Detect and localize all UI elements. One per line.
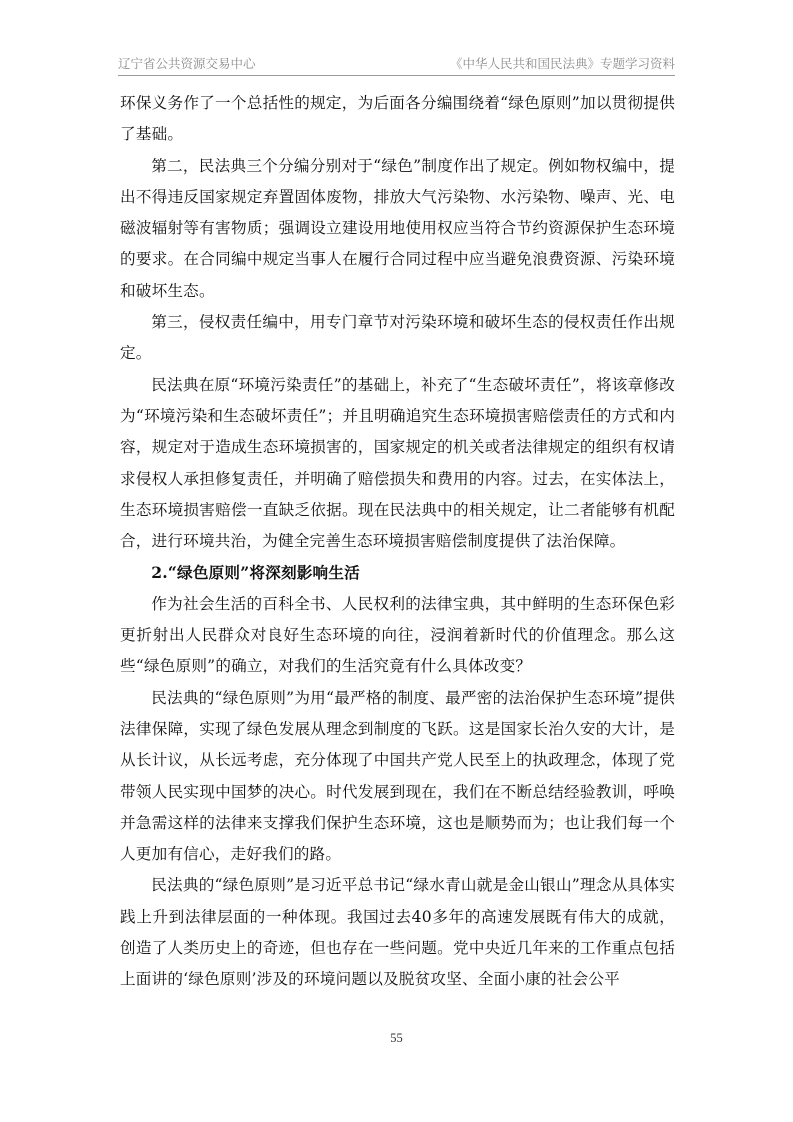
paragraph: 第三，侵权责任编中，用专门章节对污染环境和破坏生态的侵权责任作出规定。 [120, 313, 675, 363]
paragraph: 民法典的“绿色原则”为用“最严格的制度、最严密的法治保护生态环境”提供法律保障，实现了绿色发展从理念到制度的飞跃。这是国家长治久安的大计，是从长计议，从长远考虑，充分体现了中国共产党人民至上的执政理念，体现了党带领人民实现中国梦的决心。时代发展到现在，我们在不断总结经验教训，呼唤并急需这样的法律来支撑我们保护生态环境，这也是顺势而为；也让我们每一个人更加有信心，走好我们的路。 [120, 688, 675, 864]
section-subheading: 2.“绿色原则”将深刻影响生活 [151, 563, 360, 583]
paragraph: 民法典在原“环境污染责任”的基础上，补充了“生态破坏责任”，将该章修改为“环境污染和生态破坏责任”；并且明确追究生态环境损害赔偿责任的方式和内容，规定对于造成生态环境损害的，国家规定的机关或者法律规定的组织有权请求侵权人承担修复责任，并明确了赔偿损失和费用的内容。过去，在实体法上，生态环境损害赔偿一直缺乏依据。现在民法典中的相关规定，让二者能够有机配合，进行环境共治，为健全完善生态环境损害赔偿制度提供了法治保障。 [120, 375, 675, 551]
paragraph: 作为社会生活的百科全书、人民权利的法律宝典，其中鲜明的生态环保色彩更折射出人民群众对良好生态环境的向往，浸润着新时代的价值理念。那么这些“绿色原则”的确立，对我们的生活究竟有什么具体改变？ [120, 594, 675, 676]
paragraph-continued: 环保义务作了一个总括性的规定，为后面各分编围绕着“绿色原则”加以贯彻提供了基础。 [120, 94, 675, 144]
page-header [118, 52, 675, 72]
document-body [120, 88, 675, 996]
paragraph: 民法典的“绿色原则”是习近平总书记“绿水青山就是金山银山”理念从具体实践上升到法律层面的一种体现。我国过去40多年的高速发展既有伟大的成就，创造了人类历史上的奇迹，但也存在一些问题。党中央近几年来的工作重点包括上面讲的‘绿色原则’涉及的环境问题以及脱贫攻坚、全面小康的社会公平 [120, 876, 675, 989]
header-left-title: 辽宁省公共资源交易中心 [118, 56, 256, 71]
header-right-title: 《中华人民共和国民法典》专题学习资料 [449, 56, 675, 71]
page-number: 55 [390, 1031, 403, 1045]
header-rule [118, 75, 675, 76]
paragraph: 第二，民法典三个分编分别对于“绿色”制度作出了规定。例如物权编中，提出不得违反国家规定弃置固体废物，排放大气污染物、水污染物、噪声、光、电磁波辐射等有害物质；强调设立建设用地使用权应当符合节约资源保护生态环境的要求。在合同编中规定当事人在履行合同过程中应当避免浪费资源、污染环境和破坏生态。 [120, 156, 675, 300]
